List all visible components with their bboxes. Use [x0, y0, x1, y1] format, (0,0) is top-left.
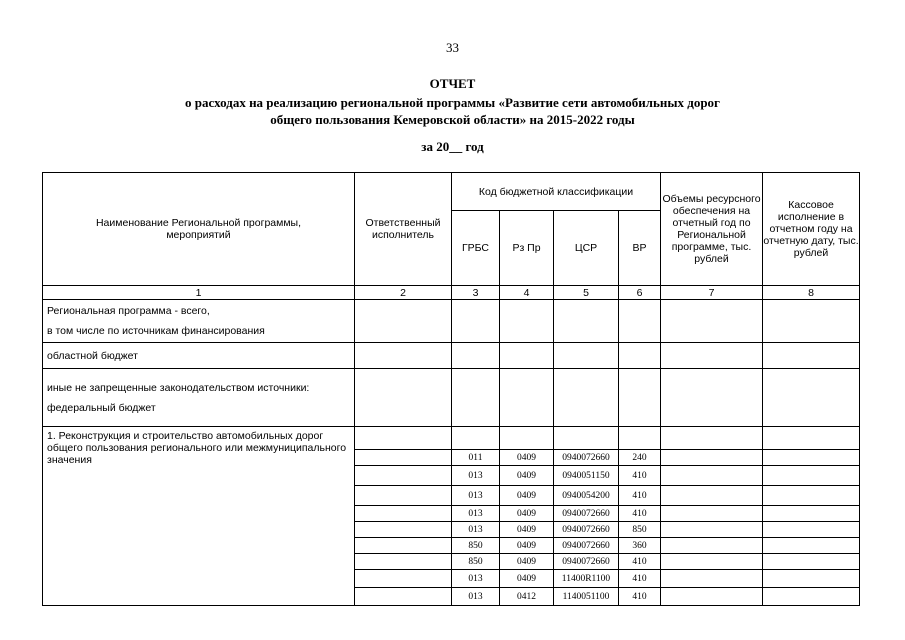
col-number: 2: [355, 286, 452, 300]
table-row: [43, 300, 860, 343]
col-number: 5: [554, 286, 619, 300]
code-grbs: 850: [452, 538, 500, 554]
code-rzpr: 0409: [500, 486, 554, 506]
code-rzpr: 0412: [500, 588, 554, 606]
code-vr: 410: [619, 506, 661, 522]
code-vr: 410: [619, 466, 661, 486]
col-number: 1: [43, 286, 355, 300]
col-number: 8: [763, 286, 860, 300]
code-grbs: 011: [452, 450, 500, 466]
code-csr: 0940072660: [554, 506, 619, 522]
page-number: 33: [446, 40, 459, 55]
code-rzpr: 0409: [500, 522, 554, 538]
code-csr: 1140051100: [554, 588, 619, 606]
row-label-total: [43, 300, 355, 343]
code-grbs: 013: [452, 466, 500, 486]
code-grbs: 013: [452, 588, 500, 606]
col-number: 7: [661, 286, 763, 300]
code-rzpr: 0409: [500, 570, 554, 588]
report-period: за 20__ год: [421, 139, 484, 154]
subtitle-line-1: о расходах на реализацию региональной программы «Развитие сети автомобильных дорог: [185, 95, 720, 110]
table-row: [43, 343, 860, 369]
header-cash: Кассовое исполнение в отчетном году на отчетную дату, тыс. рублей: [763, 173, 860, 286]
code-csr: 0940051150: [554, 466, 619, 486]
code-vr: 410: [619, 486, 661, 506]
code-grbs: 013: [452, 570, 500, 588]
col-number: 3: [452, 286, 500, 300]
header-volume: Объемы ресурсного обеспечения на отчетный год по Региональной программе, тыс. рублей: [661, 173, 763, 286]
code-vr: 850: [619, 522, 661, 538]
code-csr: 0940072660: [554, 554, 619, 570]
code-rzpr: 0409: [500, 466, 554, 486]
code-vr: 360: [619, 538, 661, 554]
subtitle-line-2: общего пользования Кемеровской области» на 2015-2022 годы: [270, 112, 635, 127]
header-executor: Ответственный исполнитель: [355, 173, 452, 286]
code-csr: 0940054200: [554, 486, 619, 506]
report-subtitle: [0, 94, 905, 128]
table-row: [43, 369, 860, 427]
code-rzpr: 0409: [500, 554, 554, 570]
header-code-group: Код бюджетной классификации: [452, 173, 661, 211]
code-grbs: 013: [452, 486, 500, 506]
code-csr: 0940072660: [554, 538, 619, 554]
code-vr: 410: [619, 570, 661, 588]
code-rzpr: 0409: [500, 450, 554, 466]
header-rzpr: Рз Пр: [500, 211, 554, 286]
table-row: [43, 427, 860, 450]
row-label-other-sources: [43, 369, 355, 427]
row-label-reconstruction: 1. Реконструкция и строительство автомобильных дорог общего пользования регионального или межмуниципального значения: [43, 427, 355, 606]
code-vr: 410: [619, 588, 661, 606]
header-vr: ВР: [619, 211, 661, 286]
report-table: [42, 172, 860, 606]
code-vr: 240: [619, 450, 661, 466]
col-number: 6: [619, 286, 661, 300]
row-label-other-line: иные не запрещенные законодательством источники:: [47, 381, 310, 394]
code-grbs: 013: [452, 506, 500, 522]
code-csr: 0940072660: [554, 450, 619, 466]
code-csr: 11400R1100: [554, 570, 619, 588]
code-rzpr: 0409: [500, 538, 554, 554]
header-csr: ЦСР: [554, 211, 619, 286]
header-name: Наименование Региональной программы, мероприятий: [43, 173, 355, 286]
code-vr: 410: [619, 554, 661, 570]
row-label-total-line: в том числе по источникам финансирования: [47, 325, 265, 337]
row-label-total-line: Региональная программа - всего,: [47, 305, 210, 317]
report-title: ОТЧЕТ: [429, 76, 476, 91]
code-grbs: 013: [452, 522, 500, 538]
col-number: 4: [500, 286, 554, 300]
row-label-regional: областной бюджет: [43, 343, 355, 369]
code-grbs: 850: [452, 554, 500, 570]
code-csr: 0940072660: [554, 522, 619, 538]
code-rzpr: 0409: [500, 506, 554, 522]
header-grbs: ГРБС: [452, 211, 500, 286]
row-label-federal-line: федеральный бюджет: [47, 401, 156, 414]
